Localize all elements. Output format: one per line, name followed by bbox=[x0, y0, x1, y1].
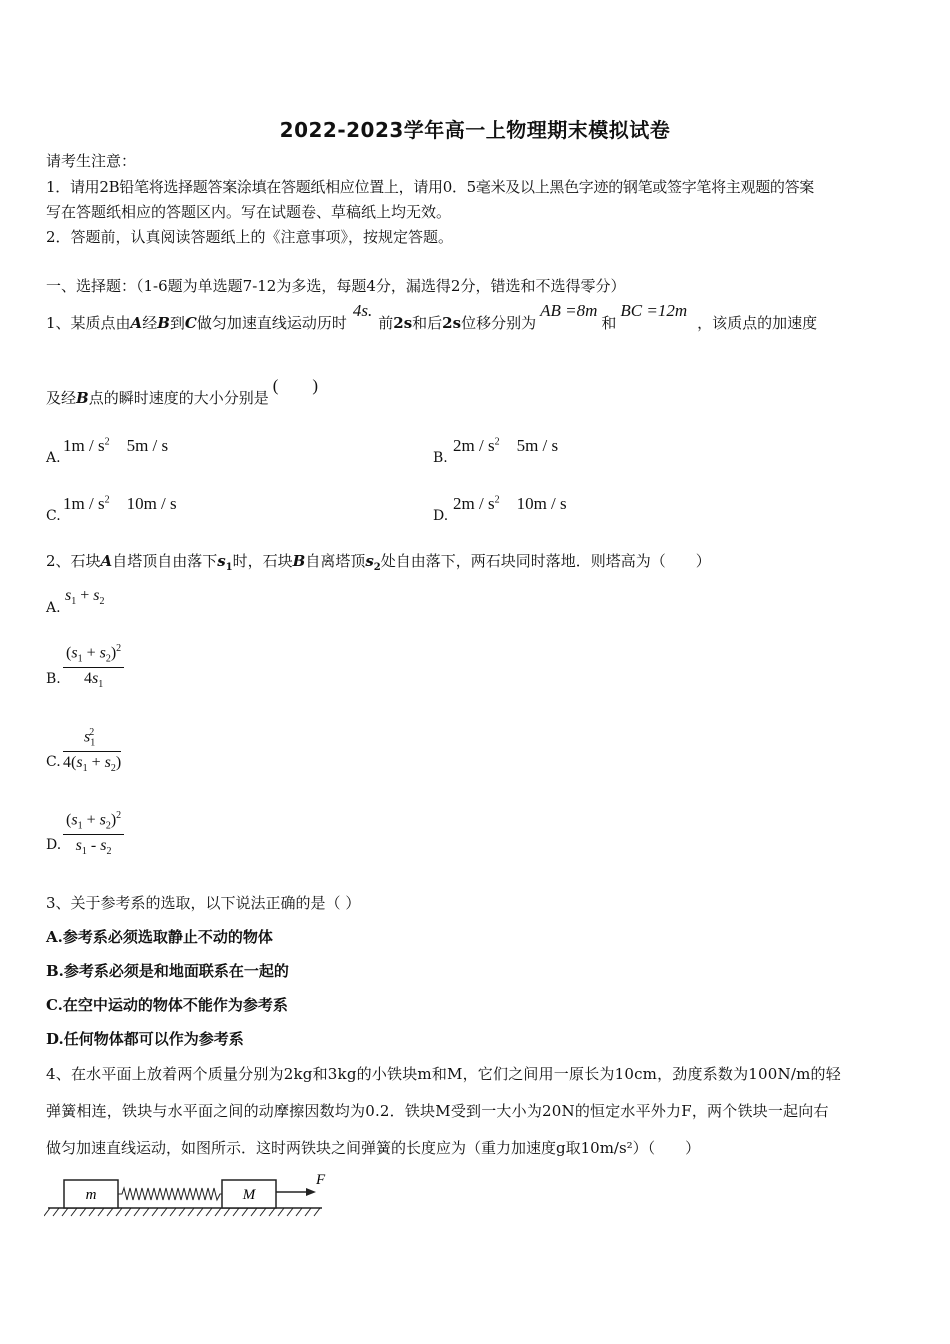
hatch-line bbox=[107, 1208, 113, 1216]
q2-option-a-label[interactable]: A. bbox=[46, 600, 61, 616]
hatch-line bbox=[179, 1208, 185, 1216]
q1-option-d-value[interactable]: $2m / s^2$ 10m / s bbox=[453, 494, 567, 513]
hatch-line bbox=[134, 1208, 140, 1216]
q1-option-a-value[interactable]: $1m / s^2$ 5m / s bbox=[63, 436, 169, 455]
q4-stem-line1: 4、在水平面上放着两个质量分别为2kg和3kg的小铁块m和M，它们之间用一原长为10cm，劲度系数为100N/m的轻 bbox=[46, 1065, 841, 1083]
notice-item-2: 2．答题前，认真阅读答题纸上的《注意事项》，按规定答题。 bbox=[46, 228, 454, 246]
q1-stem-cont: 及经B点的瞬时速度的大小分别是( ) bbox=[46, 376, 319, 407]
q1-option-d-label[interactable]: D. bbox=[433, 508, 449, 524]
q1-stem: 1、某质点由A经B到C做匀加速直线运动历时4s.前2s和后2s位移分别为AB =8m和BC =12m，该质点的加速度 bbox=[46, 301, 818, 332]
hatch-line bbox=[53, 1208, 59, 1216]
q4-stem-line2: 弹簧相连，铁块与水平面之间的动摩擦因数均为0.2．铁块M受到一大小为20N的恒定水平外力F，两个铁块一起向右 bbox=[46, 1102, 829, 1120]
force-arrowhead bbox=[306, 1188, 316, 1196]
q3-option-a[interactable]: A.参考系必须选取静止不动的物体 bbox=[46, 928, 273, 946]
hatch-line bbox=[269, 1208, 275, 1216]
q2-option-d-formula[interactable]: $\frac{(s_1 + s_2)^2}{s_1 - s_2}$ bbox=[63, 810, 124, 857]
q3-option-c[interactable]: C.在空中运动的物体不能作为参考系 bbox=[46, 996, 288, 1014]
block-m-label: m bbox=[85, 1187, 97, 1203]
hatch-line bbox=[116, 1208, 122, 1216]
q1-option-b-value[interactable]: $2m / s^2$ 5m / s bbox=[453, 436, 559, 455]
hatch-line bbox=[278, 1208, 284, 1216]
notice-item-1-cont: 写在答题纸相应的答题区内。写在试题卷、草稿纸上均无效。 bbox=[46, 203, 452, 221]
notice-heading: 请考生注意： bbox=[46, 152, 137, 170]
page-title: 2022-2023学年高一上物理期末模拟试卷 bbox=[279, 118, 671, 142]
hatch-line bbox=[215, 1208, 221, 1216]
q3-option-d[interactable]: D.任何物体都可以作为参考系 bbox=[46, 1030, 244, 1048]
spring bbox=[118, 1188, 222, 1200]
q2-option-a-formula[interactable]: $s_1 + s_2$ bbox=[65, 587, 105, 608]
ground-hatching bbox=[44, 1208, 322, 1216]
hatch-line bbox=[98, 1208, 104, 1216]
block-M-label: M bbox=[242, 1187, 256, 1203]
hatch-line bbox=[206, 1208, 212, 1216]
hatch-line bbox=[224, 1208, 230, 1216]
hatch-line bbox=[314, 1208, 320, 1216]
section-heading: 一、选择题：（1-6题为单选题7-12为多选，每题4分，漏选得2分，错选和不选得零分） bbox=[46, 277, 626, 295]
q1-option-b-label[interactable]: B. bbox=[433, 450, 448, 466]
notice-item-1: 1．请用2B铅笔将选择题答案涂填在答题纸相应位置上，请用0．5毫米及以上黑色字迹的钢笔或签字笔将主观题的答案 bbox=[46, 178, 815, 196]
hatch-line bbox=[89, 1208, 95, 1216]
q1-option-c-value[interactable]: $1m / s^2$ 10m / s bbox=[63, 494, 177, 513]
hatch-line bbox=[44, 1208, 50, 1216]
q3-stem: 3、关于参考系的选取，以下说法正确的是（ ） bbox=[46, 894, 361, 912]
q4-stem-line3: 做匀加速直线运动，如图所示．这时两铁块之间弹簧的长度应为（重力加速度g取10m/s²）（ ） bbox=[46, 1139, 701, 1157]
q2-option-b-label[interactable]: B. bbox=[46, 671, 61, 687]
q2-option-c-formula[interactable]: $\frac{s_1^2}{4(s_1 + s_2)}$ bbox=[63, 727, 122, 774]
force-label: F bbox=[316, 1172, 326, 1188]
hatch-line bbox=[152, 1208, 158, 1216]
hatch-line bbox=[251, 1208, 257, 1216]
hatch-line bbox=[143, 1208, 149, 1216]
hatch-line bbox=[242, 1208, 248, 1216]
hatch-line bbox=[197, 1208, 203, 1216]
hatch-line bbox=[62, 1208, 68, 1216]
hatch-line bbox=[170, 1208, 176, 1216]
hatch-line bbox=[161, 1208, 167, 1216]
q3-option-b[interactable]: B.参考系必须是和地面联系在一起的 bbox=[46, 962, 289, 980]
hatch-line bbox=[260, 1208, 266, 1216]
q2-option-b-formula[interactable]: $\frac{(s_1 + s_2)^2}{4s_1}$ bbox=[63, 643, 124, 690]
q2-option-d-label[interactable]: D. bbox=[46, 837, 62, 853]
q2-option-c-label[interactable]: C. bbox=[46, 754, 61, 770]
hatch-line bbox=[125, 1208, 131, 1216]
hatch-line bbox=[233, 1208, 239, 1216]
hatch-line bbox=[80, 1208, 86, 1216]
hatch-line bbox=[287, 1208, 293, 1216]
hatch-line bbox=[71, 1208, 77, 1216]
q4-figure bbox=[44, 1168, 334, 1220]
q1-option-a-label[interactable]: A. bbox=[46, 450, 61, 466]
q2-stem: 2、石块A自塔顶自由落下$s_1$时，石块B自离塔顶$s_2$处自由落下，两石块同时落地．则塔高为（ ） bbox=[46, 552, 711, 573]
hatch-line bbox=[305, 1208, 311, 1216]
hatch-line bbox=[296, 1208, 302, 1216]
q1-option-c-label[interactable]: C. bbox=[46, 508, 61, 524]
hatch-line bbox=[188, 1208, 194, 1216]
